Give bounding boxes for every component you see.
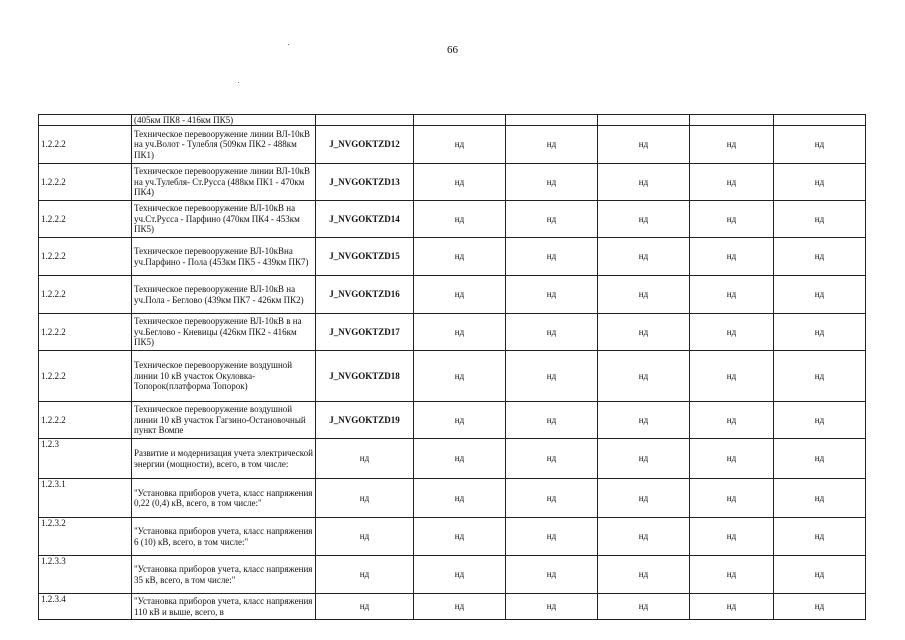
row-number: 1.2.3.1 bbox=[39, 479, 132, 518]
row-description: "Установка приборов учета, класс напряжения 0,22 (0,4) кВ, всего, в том числе:" bbox=[132, 479, 316, 518]
row-number: 1.2.3.2 bbox=[39, 518, 132, 556]
value-cell: нд bbox=[598, 594, 690, 620]
row-code: нд bbox=[316, 556, 414, 594]
value-cell: нд bbox=[414, 314, 506, 351]
value-cell: нд bbox=[414, 238, 506, 276]
row-number: 1.2.2.2 bbox=[39, 402, 132, 439]
value-cell: нд bbox=[506, 518, 598, 556]
value-cell: нд bbox=[690, 201, 774, 238]
value-cell: нд bbox=[598, 276, 690, 314]
table-row bbox=[39, 351, 866, 402]
value-cell bbox=[506, 115, 598, 126]
value-cell: нд bbox=[774, 439, 866, 479]
row-description: "Установка приборов учета, класс напряжения 35 кВ, всего, в том числе:" bbox=[132, 556, 316, 594]
row-description: Техническое перевооружение линии ВЛ-10кВ на уч.Тулебля- Ст.Русса (488км ПК1 - 470км ПК4) bbox=[132, 164, 316, 201]
row-number: 1.2.2.2 bbox=[39, 164, 132, 201]
investment-table bbox=[38, 114, 866, 620]
value-cell: нд bbox=[774, 518, 866, 556]
table-row bbox=[39, 276, 866, 314]
value-cell: нд bbox=[774, 594, 866, 620]
value-cell: нд bbox=[414, 439, 506, 479]
value-cell: нд bbox=[690, 556, 774, 594]
row-code: нд bbox=[316, 439, 414, 479]
value-cell: нд bbox=[414, 402, 506, 439]
value-cell: нд bbox=[414, 126, 506, 164]
value-cell: нд bbox=[690, 351, 774, 402]
value-cell: нд bbox=[414, 479, 506, 518]
value-cell: нд bbox=[598, 201, 690, 238]
value-cell: нд bbox=[506, 201, 598, 238]
value-cell: нд bbox=[690, 518, 774, 556]
table-row bbox=[39, 238, 866, 276]
row-code: нд bbox=[316, 518, 414, 556]
value-cell bbox=[774, 115, 866, 126]
row-description: "Установка приборов учета, класс напряжения 110 кВ и выше, всего, в bbox=[132, 594, 316, 620]
value-cell: нд bbox=[774, 126, 866, 164]
row-description: (405км ПК8 - 416км ПК5) bbox=[132, 115, 316, 126]
table-row bbox=[39, 314, 866, 351]
value-cell: нд bbox=[506, 556, 598, 594]
value-cell: нд bbox=[414, 164, 506, 201]
value-cell bbox=[690, 115, 774, 126]
row-number-cell bbox=[39, 115, 132, 126]
value-cell: нд bbox=[774, 201, 866, 238]
row-description: Техническое перевооружение ВЛ-10кВ на уч.Ст.Русса - Парфино (470км ПК4 - 453км ПК5) bbox=[132, 201, 316, 238]
row-code: нд bbox=[316, 479, 414, 518]
row-number: 1.2.2.2 bbox=[39, 276, 132, 314]
value-cell: нд bbox=[690, 439, 774, 479]
row-description: "Установка приборов учета, класс напряжения 6 (10) кВ, всего, в том числе:" bbox=[132, 518, 316, 556]
value-cell: нд bbox=[414, 556, 506, 594]
table-row bbox=[39, 439, 866, 479]
scan-speck bbox=[238, 82, 239, 83]
value-cell: нд bbox=[506, 402, 598, 439]
table-row bbox=[39, 479, 866, 518]
value-cell: нд bbox=[774, 276, 866, 314]
continuation-row bbox=[39, 115, 866, 126]
value-cell: нд bbox=[598, 238, 690, 276]
row-number: 1.2.3.4 bbox=[39, 594, 132, 620]
value-cell: нд bbox=[414, 276, 506, 314]
value-cell: нд bbox=[506, 276, 598, 314]
value-cell: нд bbox=[598, 314, 690, 351]
table-row bbox=[39, 594, 866, 620]
row-description: Техническое перевооружение воздушной линии 10 кВ участок Гагзино-Остановочный пункт Вомпе bbox=[132, 402, 316, 439]
row-number: 1.2.3.3 bbox=[39, 556, 132, 594]
value-cell: нд bbox=[506, 126, 598, 164]
value-cell: нд bbox=[690, 276, 774, 314]
value-cell: нд bbox=[506, 439, 598, 479]
row-description: Техническое перевооружение воздушной линии 10 кВ участок Окуловка-Топорок(платформа Топорок) bbox=[132, 351, 316, 402]
row-number: 1.2.3 bbox=[39, 439, 132, 479]
table-row bbox=[39, 201, 866, 238]
value-cell: нд bbox=[690, 164, 774, 201]
value-cell: нд bbox=[598, 439, 690, 479]
table-row bbox=[39, 126, 866, 164]
value-cell: нд bbox=[774, 238, 866, 276]
row-description: Техническое перевооружение линии ВЛ-10кВ на уч.Волот - Тулебля (509км ПК2 - 488км ПК1) bbox=[132, 126, 316, 164]
scan-speck bbox=[288, 44, 289, 45]
row-code: J_NVGOKTZD13 bbox=[316, 164, 414, 201]
row-number: 1.2.2.2 bbox=[39, 314, 132, 351]
row-description: Техническое перевооружение ВЛ-10кВ в на уч.Беглово - Кневицы (426км ПК2 - 416км ПК5) bbox=[132, 314, 316, 351]
value-cell: нд bbox=[690, 402, 774, 439]
row-code: J_NVGOKTZD19 bbox=[316, 402, 414, 439]
value-cell bbox=[598, 115, 690, 126]
value-cell: нд bbox=[774, 556, 866, 594]
value-cell: нд bbox=[774, 314, 866, 351]
row-number: 1.2.2.2 bbox=[39, 351, 132, 402]
value-cell: нд bbox=[506, 164, 598, 201]
value-cell: нд bbox=[414, 518, 506, 556]
row-code: J_NVGOKTZD17 bbox=[316, 314, 414, 351]
value-cell: нд bbox=[506, 351, 598, 402]
row-code: J_NVGOKTZD16 bbox=[316, 276, 414, 314]
value-cell bbox=[414, 115, 506, 126]
row-code: J_NVGOKTZD14 bbox=[316, 201, 414, 238]
value-cell: нд bbox=[690, 594, 774, 620]
value-cell: нд bbox=[598, 479, 690, 518]
row-code: J_NVGOKTZD15 bbox=[316, 238, 414, 276]
value-cell: нд bbox=[774, 402, 866, 439]
row-number: 1.2.2.2 bbox=[39, 238, 132, 276]
value-cell: нд bbox=[598, 556, 690, 594]
value-cell: нд bbox=[414, 594, 506, 620]
value-cell: нд bbox=[506, 314, 598, 351]
value-cell: нд bbox=[598, 518, 690, 556]
row-code: J_NVGOKTZD18 bbox=[316, 351, 414, 402]
table-body bbox=[39, 115, 866, 620]
row-description: Техническое перевооружение ВЛ-10кВна уч.Парфино - Пола (453км ПК5 - 439км ПК7) bbox=[132, 238, 316, 276]
value-cell: нд bbox=[690, 479, 774, 518]
value-cell: нд bbox=[414, 201, 506, 238]
value-cell: нд bbox=[774, 164, 866, 201]
table-row bbox=[39, 402, 866, 439]
value-cell: нд bbox=[690, 126, 774, 164]
value-cell: нд bbox=[774, 351, 866, 402]
table-row bbox=[39, 556, 866, 594]
value-cell: нд bbox=[506, 238, 598, 276]
row-code: нд bbox=[316, 594, 414, 620]
row-number: 1.2.2.2 bbox=[39, 201, 132, 238]
value-cell: нд bbox=[690, 238, 774, 276]
row-code-cell bbox=[316, 115, 414, 126]
value-cell: нд bbox=[690, 314, 774, 351]
value-cell: нд bbox=[598, 402, 690, 439]
table-row bbox=[39, 518, 866, 556]
value-cell: нд bbox=[598, 351, 690, 402]
value-cell: нд bbox=[414, 351, 506, 402]
value-cell: нд bbox=[506, 594, 598, 620]
value-cell: нд bbox=[506, 479, 598, 518]
value-cell: нд bbox=[598, 126, 690, 164]
row-number: 1.2.2.2 bbox=[39, 126, 132, 164]
table-row bbox=[39, 164, 866, 201]
page-number: 66 bbox=[447, 44, 458, 56]
row-description: Техническое перевооружение ВЛ-10кВ на уч.Пола - Беглово (439км ПК7 - 426км ПК2) bbox=[132, 276, 316, 314]
value-cell: нд bbox=[598, 164, 690, 201]
value-cell: нд bbox=[774, 479, 866, 518]
row-description: Развитие и модернизация учета электрической энергии (мощности), всего, в том числе: bbox=[132, 439, 316, 479]
row-code: J_NVGOKTZD12 bbox=[316, 126, 414, 164]
